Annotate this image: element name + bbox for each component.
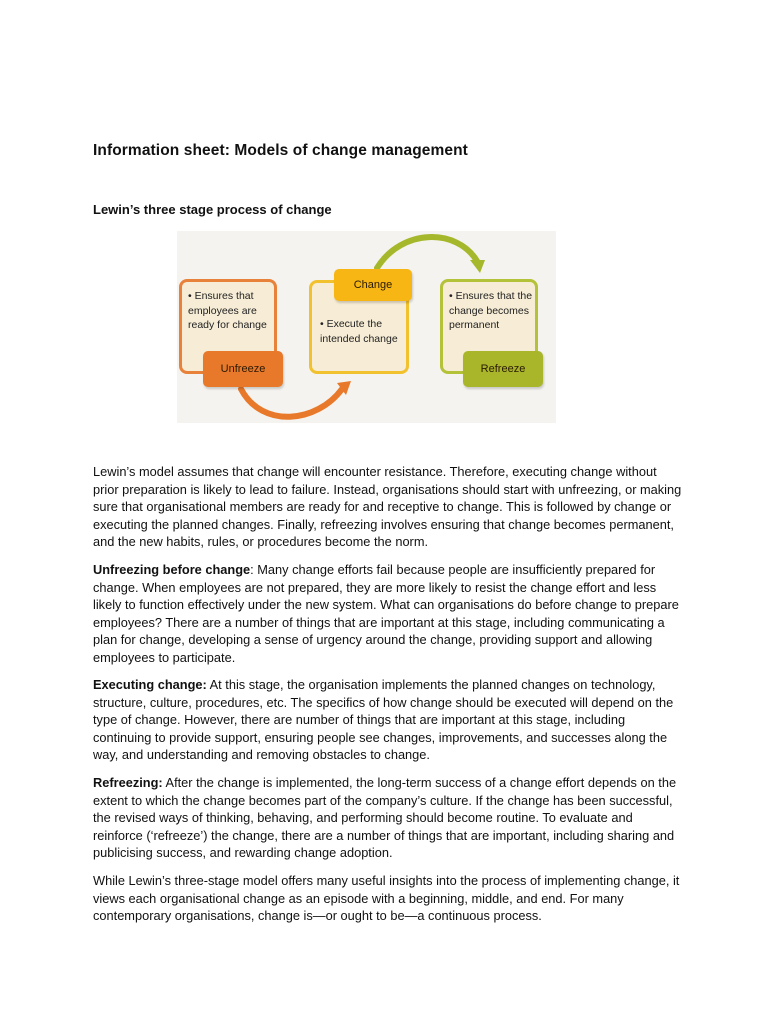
refreeze-label: Refreeze: [463, 351, 543, 387]
change-description: • Execute the intended change: [320, 318, 398, 345]
lewin-change-diagram: [177, 231, 556, 423]
paragraph-intro: [93, 463, 683, 551]
arrow-head-green: [470, 260, 485, 273]
refreeze-description: • Ensures that the change becomes permanent: [449, 290, 533, 331]
paragraph-unfreezing-heading: Unfreezing before change: [93, 562, 251, 577]
paragraph-refreezing-heading: Refreezing:: [93, 775, 163, 790]
paragraph-unfreezing-text: : Many change efforts fail because people are insufficiently prepared for change. When employees are not prepared, they are more likely to resist the change effort and less likely to function effectively under the new system. What can organisations do before change to prepare employees? There are a number of things that are important at this stage, including communicating a plan for change, developing a sense of urgency around the change, providing support and allowing employees to participate.: [93, 562, 679, 665]
paragraph-intro-text: Lewin’s model assumes that change will encounter resistance. Therefore, executing change without prior preparation is likely to lead to failure. Instead, organisations should start with unfreezing, or making sure that organisational members are ready for and receptive to change. This is followed by change or executing the planned changes. Finally, refreezing involves ensuring that change becomes permanent, and the new habits, rules, or procedures become the norm.: [93, 464, 682, 550]
arrow-unfreeze-to-change: [241, 389, 342, 417]
paragraph-conclusion: [93, 872, 683, 925]
paragraph-refreezing: [93, 774, 683, 862]
paragraph-refreezing-text: After the change is implemented, the long-term success of a change effort depends on the extent to which the change becomes part of the company’s culture. If the change has been successful, the revised ways of thinking, behaving, and performing should become routine. To evaluate and reinforce (‘refreeze’) the change, there are a number of things that are important, including sharing and publicising success, and rewarding change adoption.: [93, 775, 677, 861]
change-label: Change: [334, 269, 412, 301]
paragraph-unfreezing: [93, 561, 683, 667]
unfreeze-label: Unfreeze: [203, 351, 283, 387]
arrow-change-to-refreeze: [377, 237, 477, 268]
paragraph-executing-heading: Executing change:: [93, 677, 207, 692]
document-title: Information sheet: Models of change management: [93, 142, 468, 159]
section-subtitle: Lewin’s three stage process of change: [93, 202, 332, 217]
paragraph-executing-text: At this stage, the organisation implements the planned changes on technology, structure, culture, procedures, etc. The specifics of how change should be executed will depend on the type of change. However, there are number of things that are important at this stage, including continuing to provide support, ensuring people see changes, improvements, and successes along the way, and understanding and removing obstacles to change.: [93, 677, 674, 763]
paragraph-conclusion-text: While Lewin’s three-stage model offers many useful insights into the process of implementing change, it views each organisational change as an episode with a beginning, middle, and end. For many contemporary organisations, change is—or ought to be—a continuous process.: [93, 873, 680, 924]
paragraph-executing: [93, 676, 683, 764]
unfreeze-description: • Ensures that employees are ready for change: [188, 290, 267, 331]
